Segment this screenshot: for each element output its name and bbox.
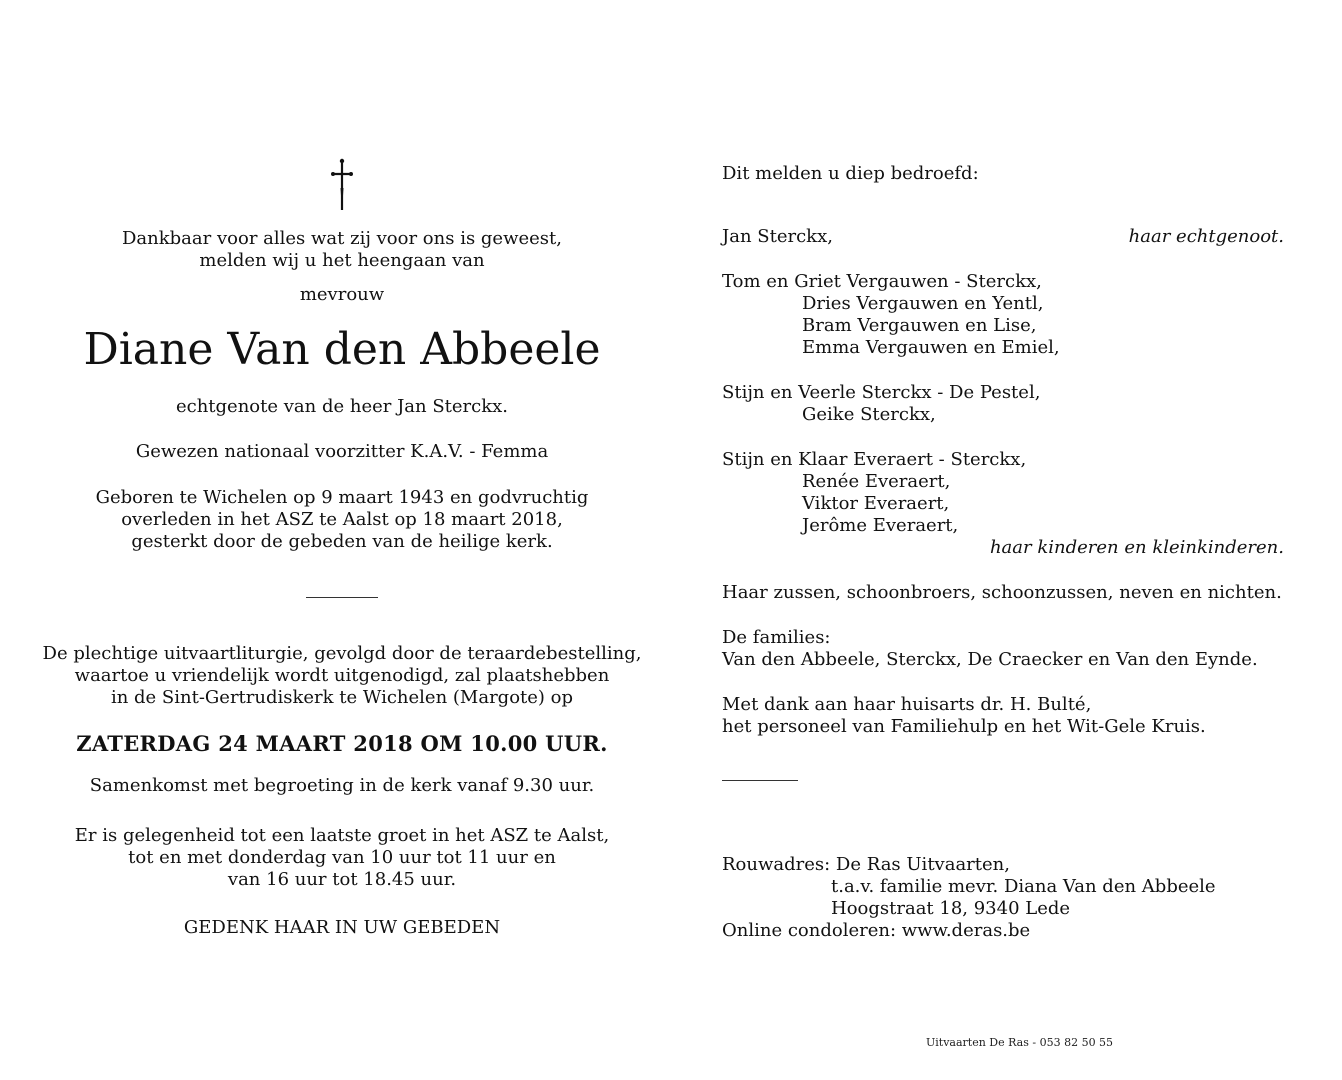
address-line: Hoogstraat 18, 9340 Lede (831, 898, 1071, 919)
viewing-text (40, 825, 644, 891)
family-member: Jerôme Everaert, (802, 515, 959, 536)
funeral-date: ZATERDAG 24 MAART 2018 OM 10.00 UUR. (76, 731, 608, 756)
families-names: Van den Abbeele, Sterckx, De Craecker en Van den Eynde. (722, 649, 1258, 670)
thanks-block (722, 694, 1284, 738)
cross-icon (327, 158, 357, 212)
family-head: Tom en Griet Vergauwen - Sterckx, (722, 271, 1042, 292)
family-group (722, 271, 1284, 359)
family-member: Geike Sterckx, (802, 404, 936, 425)
families-block (722, 627, 1284, 671)
family-member: Emma Vergauwen en Emiel, (802, 337, 1060, 358)
salutation: mevrouw (299, 284, 385, 305)
divider (306, 597, 378, 598)
deceased-name: Diane Van den Abbeele (83, 324, 601, 375)
online-condolence: Online condoleren: www.deras.be (722, 920, 1031, 941)
address-line: t.a.v. familie mevr. Diana Van den Abbeele (831, 876, 1216, 897)
liturgy-text (40, 643, 644, 709)
address-block (722, 854, 1284, 942)
opening-line: Dit melden u diep bedroefd: (722, 163, 979, 184)
family-group (722, 449, 1284, 559)
husband-relation: haar echtgenoot. (1128, 226, 1284, 247)
birth-death-line: Geboren te Wichelen op 9 maart 1943 en godvruchtig (95, 487, 589, 508)
family-head: Stijn en Veerle Sterckx - De Pestel, (722, 382, 1041, 403)
divider (722, 780, 798, 781)
birth-death-line: overleden in het ASZ te Aalst op 18 maart 2018, (121, 509, 563, 530)
birth-death-text (40, 487, 644, 553)
family-member: Bram Vergauwen en Lise, (802, 315, 1037, 336)
siblings-line: Haar zussen, schoonbroers, schoonzussen, neven en nichten. (722, 582, 1282, 603)
intro-line: melden wij u het heengaan van (199, 250, 485, 271)
husband-row (722, 226, 1284, 248)
intro-text (40, 228, 644, 272)
viewing-line: van 16 uur tot 18.45 uur. (227, 869, 457, 890)
children-relation: haar kinderen en kleinkinderen. (989, 537, 1284, 558)
role-line: Gewezen nationaal voorzitter K.A.V. - Femma (135, 441, 549, 462)
liturgy-line: De plechtige uitvaartliturgie, gevolgd door de teraardebestelling, (42, 643, 642, 664)
families-label: De families: (722, 627, 831, 648)
thanks-line: Met dank aan haar huisarts dr. H. Bulté, (722, 694, 1092, 715)
intro-line: Dankbaar voor alles wat zij voor ons is geweest, (122, 228, 562, 249)
gathering-line: Samenkomst met begroeting in de kerk vanaf 9.30 uur. (89, 775, 595, 796)
viewing-line: tot en met donderdag van 10 uur tot 11 uur en (128, 847, 556, 868)
family-column (722, 163, 1284, 942)
liturgy-line: waartoe u vriendelijk wordt uitgenodigd, zal plaatshebben (74, 665, 610, 686)
thanks-line: het personeel van Familiehulp en het Wit-Gele Kruis. (722, 716, 1206, 737)
viewing-line: Er is gelegenheid tot een laatste groet in het ASZ te Aalst, (74, 825, 610, 846)
family-member: Viktor Everaert, (802, 493, 950, 514)
announcement-column (40, 158, 644, 939)
birth-death-line: gesterkt door de gebeden van de heilige kerk. (131, 531, 553, 552)
family-member: Renée Everaert, (802, 471, 951, 492)
funeral-home-footer: Uitvaarten De Ras - 053 82 50 55 (926, 1036, 1114, 1049)
family-member: Dries Vergauwen en Yentl, (802, 293, 1044, 314)
closing-line: GEDENK HAAR IN UW GEBEDEN (183, 917, 501, 938)
spouse-line: echtgenote van de heer Jan Sterckx. (175, 396, 509, 417)
husband-name: Jan Sterckx, (722, 226, 833, 247)
address-label: Rouwadres: De Ras Uitvaarten, (722, 854, 1010, 875)
family-head: Stijn en Klaar Everaert - Sterckx, (722, 449, 1027, 470)
family-group (722, 382, 1284, 426)
liturgy-line: in de Sint-Gertrudiskerk te Wichelen (Margote) op (110, 687, 574, 708)
